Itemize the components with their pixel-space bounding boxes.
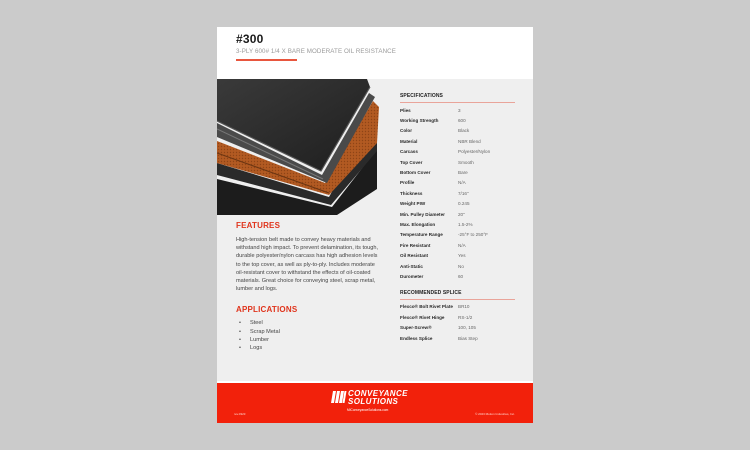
splice-row <box>400 302 515 312</box>
spec-row <box>400 261 515 271</box>
belt-layers-image <box>217 79 380 215</box>
spec-value: 600 <box>458 118 466 124</box>
page-header <box>217 27 533 79</box>
spec-row <box>400 136 515 146</box>
spec-key: Bottom Cover <box>400 170 431 176</box>
spec-value: NBR Blend <box>458 138 481 144</box>
spec-row <box>400 178 515 188</box>
spec-row <box>400 167 515 177</box>
spec-value: 20" <box>458 211 465 217</box>
product-photo <box>217 79 380 215</box>
splice-row <box>400 312 515 322</box>
spec-row <box>400 250 515 260</box>
page-footer <box>217 383 533 423</box>
spec-value: Black <box>458 128 470 134</box>
spec-key: Max. Elongation <box>400 221 436 227</box>
splice-value: 100, 105 <box>458 325 476 331</box>
spec-key: Plies <box>400 107 411 113</box>
spec-key: Weight PIW <box>400 201 426 207</box>
spec-key: Fire Resistant <box>400 242 431 248</box>
spec-key: Profile <box>400 180 415 186</box>
features-heading: FEATURES <box>236 221 281 230</box>
splice-key: Flexco® Bolt Rivet Plate <box>400 304 453 310</box>
spec-key: Color <box>400 128 412 134</box>
spec-value: -25°F to 250°F <box>458 232 488 238</box>
splice-value: BR10 <box>458 304 470 310</box>
spec-key: Thickness <box>400 190 423 196</box>
spec-key: Temperature Range <box>400 232 443 238</box>
specifications-heading: SPECIFICATIONS <box>400 93 515 103</box>
application-item: • Steel <box>236 319 381 327</box>
spec-row <box>400 115 515 125</box>
title-underline <box>236 59 297 61</box>
left-column <box>236 221 381 352</box>
application-item: • Lumber <box>236 336 381 344</box>
brand-logo <box>330 388 430 414</box>
spec-key: Anti-Static <box>400 263 423 269</box>
brand-name-line1: CONVEYANCE <box>348 389 408 398</box>
features-text: High-tension belt made to convey heavy materials and withstand high impact. To prevent delamination, its tough, durable polyester/nylon carcass has high adhesion levels to the top cover, as well as ply-to-ply. Includes moderate oil-resistant cover to withstand the effects of oil-coated materials. Great choice for conveying steel, scrap metal, lumber and logs. <box>236 237 378 293</box>
spec-key: Material <box>400 138 418 144</box>
spec-key: Durometer <box>400 273 424 279</box>
splice-key: Endless Splice <box>400 335 433 341</box>
spec-key: Oil Resistant <box>400 253 429 259</box>
spec-value: 1.5-2% <box>458 221 473 227</box>
mi-logo-icon <box>330 389 347 405</box>
splice-row <box>400 333 515 343</box>
spec-value: No <box>458 263 464 269</box>
spec-value: Yes <box>458 253 466 259</box>
spec-row <box>400 240 515 250</box>
splice-key: Flexco® Rivet Hinge <box>400 314 445 320</box>
spec-row <box>400 188 515 198</box>
specifications-panel <box>400 93 515 343</box>
spec-value: 3 <box>458 107 461 113</box>
spec-row <box>400 271 515 281</box>
spec-key: Carcass <box>400 149 418 155</box>
copyright-text: © 2023 Motion Industries, Inc. <box>475 412 515 416</box>
application-item: • Scrap Metal <box>236 328 381 336</box>
splice-row <box>400 322 515 332</box>
spec-row <box>400 230 515 240</box>
product-sheet-page <box>217 27 533 423</box>
spec-row <box>400 147 515 157</box>
specifications-table <box>400 105 515 282</box>
spec-row <box>400 219 515 229</box>
spec-value: Polyester/Nylon <box>458 149 491 155</box>
splice-table <box>400 302 515 344</box>
splice-heading: RECOMMENDED SPLICE <box>400 290 515 300</box>
spec-value: N/A <box>458 180 466 186</box>
spec-row <box>400 209 515 219</box>
spec-row <box>400 105 515 115</box>
spec-key: Top Cover <box>400 159 423 165</box>
applications-list <box>236 319 381 352</box>
spec-row <box>400 126 515 136</box>
product-title: #300 <box>236 32 264 46</box>
spec-value: 0.245 <box>458 201 470 207</box>
revision-code: rev.0323 <box>234 412 246 416</box>
splice-value: RS-1/2 <box>458 314 473 320</box>
spec-row <box>400 157 515 167</box>
spec-value: Bare <box>458 170 468 176</box>
spec-value: Smooth <box>458 159 474 165</box>
brand-url: MIConveyanceSolutions.com <box>347 408 389 412</box>
spec-key: Min. Pulley Diameter <box>400 211 445 217</box>
spec-value: 60 <box>458 273 464 279</box>
splice-value: Bias Step <box>458 335 478 341</box>
spec-value: N/A <box>458 242 466 248</box>
brand-name-line2: SOLUTIONS <box>348 397 399 406</box>
product-subtitle: 3-PLY 600# 1/4 X BARE MODERATE OIL RESISTANCE <box>236 48 396 55</box>
spec-row <box>400 199 515 209</box>
applications-heading: APPLICATIONS <box>236 305 298 315</box>
splice-key: Super-Screw® <box>400 325 432 331</box>
application-item: • Logs <box>236 344 381 352</box>
spec-key: Working Strength <box>400 118 439 124</box>
spec-value: 7/16" <box>458 190 469 196</box>
